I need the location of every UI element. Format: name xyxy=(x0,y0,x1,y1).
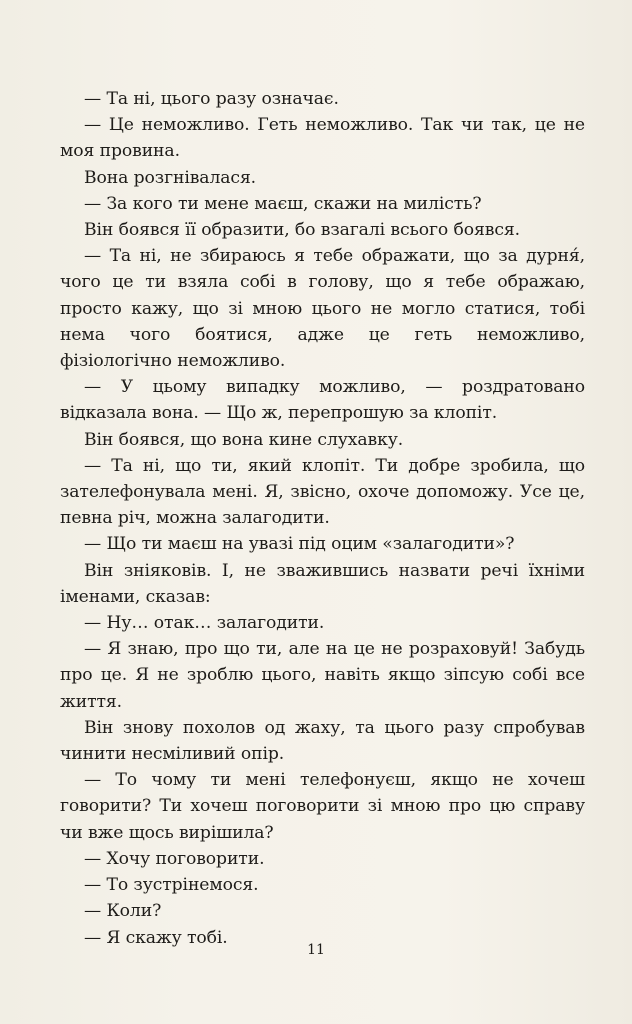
paragraph: — Я знаю, про що ти, але на це не розраховуй! Забудь про це. Я не зроблю цього, навіть якщо зіпсую собі все життя. xyxy=(60,639,585,712)
paragraph: — У цьому випадку можливо, — роздратовано відказала вона. — Що ж, перепрошую за клопіт. xyxy=(60,377,585,424)
paragraph: — Що ти маєш на увазі під оцим «залагодити»? xyxy=(84,534,515,555)
page-number: 11 xyxy=(307,942,325,958)
paragraph: — За кого ти мене маєш, скажи на милість? xyxy=(84,193,482,214)
paragraph: — Та ні, цього разу означає. xyxy=(84,89,339,109)
body-text xyxy=(60,86,585,951)
paragraph: — Ну… отак… залагодити. xyxy=(84,613,325,634)
paragraph: Він знову похолов од жаху, та цього разу спробував чинити несміливий опір. xyxy=(60,717,585,765)
paragraph: Він зніяковів. І, не зважившись назвати речі їхніми іменами, сказав: xyxy=(60,560,585,607)
paragraph: Він боявся її образити, бо взагалі всього боявся. xyxy=(84,220,520,241)
paragraph: — Хочу поговорити. xyxy=(84,848,265,869)
paragraph: — Коли? xyxy=(84,901,162,922)
paragraph: Він боявся, що вона кине слухавку. xyxy=(84,429,404,450)
paragraph: — То чому ти мені телефонуєш, якщо не хочеш говорити? Ти хочеш поговорити зі мною про цю справу чи вже щось вирішила? xyxy=(60,770,585,843)
paragraph: — То зустрінемося. xyxy=(84,875,259,896)
paragraph: — Та ні, не збираюсь я тебе ображати, що за дурня́, чого це ти взяла собі в голову, що я тебе ображаю, просто кажу, що зі мною цього не могло статися, тобі нема чого боятися, адже це геть неможливо, фізіологічно неможливо. xyxy=(60,246,585,372)
paragraph: Вона розгнівалася. xyxy=(84,167,257,188)
paragraph: — Це неможливо. Геть неможливо. Так чи так, це не моя провина. xyxy=(60,115,585,162)
paragraph: — Та ні, що ти, який клопіт. Ти добре зробила, що зателефонувала мені. Я, звісно, охоче допоможу. Усе це, певна річ, можна залагодити. xyxy=(60,455,585,529)
paragraph: — Я скажу тобі. xyxy=(84,927,228,948)
